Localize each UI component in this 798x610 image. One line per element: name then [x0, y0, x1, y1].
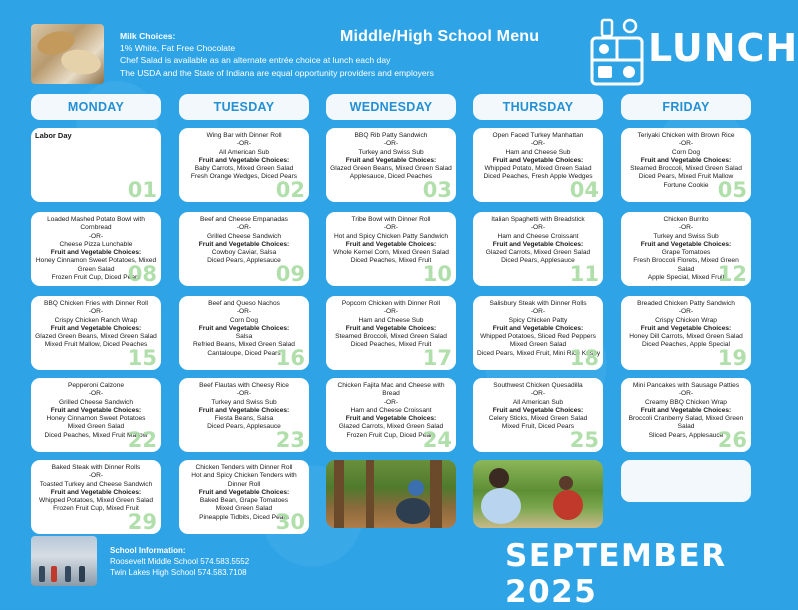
menu-item-line: Fresh Broccoli Florets, Mixed Green	[633, 257, 739, 265]
menu-item-line: Ham and Cheese Croissant	[497, 232, 579, 240]
fruit-veg-heading: Fruit and Vegetable Choices:	[198, 156, 290, 164]
menu-item-line: Turkey and Swiss Sub	[653, 232, 719, 240]
day-number: 16	[275, 346, 305, 370]
fruit-veg-heading: Fruit and Vegetable Choices:	[198, 488, 290, 496]
menu-day-cell	[326, 378, 456, 452]
or-separator: -OR-	[678, 224, 694, 232]
menu-item-line: Hot and Spicy Chicken Tenders with	[191, 472, 297, 480]
menu-item-line: Tribe Bowl with Dinner Roll	[351, 216, 431, 223]
menu-item-line: Corn Dog	[671, 148, 701, 156]
or-separator: -OR-	[383, 140, 399, 148]
menu-item-line: Whipped Potatoes, Sliced Red Peppers	[480, 333, 596, 341]
or-separator: -OR-	[88, 232, 104, 240]
menu-item-line: Ham and Cheese Sub	[505, 148, 571, 156]
day-number: 09	[275, 262, 305, 286]
menu-item-line: Beef and Cheese Empanadas	[200, 216, 288, 223]
menu-item-line: Broccoli Cranberry Salad, Mixed Green	[628, 415, 744, 423]
menu-item-line: Glazed Carrots, Mixed Green Salad	[485, 249, 591, 257]
or-separator: -OR-	[530, 140, 546, 148]
menu-item-line: Southwest Chicken Quesadilla	[493, 382, 583, 389]
menu-item-line: Teriyaki Chicken with Brown Rice	[637, 132, 735, 139]
menu-item-line: Frozen Fruit Cup, Diced Pears	[346, 431, 436, 439]
menu-item-line: Mixed Green Salad	[67, 423, 125, 431]
menu-item-line: Turkey and Swiss Sub	[211, 398, 277, 406]
menu-item-line: Fresh Orange Wedges, Diced Pears	[190, 173, 298, 181]
fruit-veg-heading: Fruit and Vegetable Choices:	[640, 240, 732, 248]
menu-day-cell	[326, 212, 456, 286]
fruit-veg-heading: Fruit and Vegetable Choices:	[198, 324, 290, 332]
month-title: SEPTEMBER 2025	[505, 538, 727, 610]
menu-item-line: Mixed Green Salad	[509, 341, 567, 349]
menu-item-line: Diced Peaches, Apple Special	[642, 341, 730, 349]
menu-item-line: Diced Pears, Applesauce	[207, 423, 281, 431]
or-separator: -OR-	[678, 308, 694, 316]
fruit-veg-heading: Fruit and Vegetable Choices:	[50, 249, 142, 257]
day-number: 18	[569, 346, 599, 370]
chef-note: Chef Salad is available as an alternate entrée choice at lunch each day	[120, 55, 391, 66]
menu-item-line: Grilled Cheese Sandwich	[206, 232, 282, 240]
day-number: 05	[717, 178, 747, 202]
day-number: 19	[717, 346, 747, 370]
day-number: 08	[127, 262, 157, 286]
menu-item-line: Beef Flautas with Cheesy Rice	[199, 382, 289, 389]
menu-item-line: BBQ Chicken Fries with Dinner Roll	[43, 300, 149, 307]
menu-item-line: Mini Pancakes with Sausage Patties	[632, 382, 740, 389]
day-number: 22	[127, 428, 157, 452]
lunch-logo-text: LUNCH	[648, 26, 798, 70]
fruit-veg-heading: Fruit and Vegetable Choices:	[50, 488, 142, 496]
menu-item-line: Cowboy Caviar, Salsa	[211, 249, 277, 257]
school-phone-2: Twin Lakes High School 574.583.7108	[110, 568, 247, 577]
menu-item-line: Salisbury Steak with Dinner Rolls	[489, 300, 587, 307]
menu-item-line: Diced Peaches, Mixed Fruit	[350, 257, 432, 265]
menu-item-line: Honey Dill Carrots, Mixed Green Salad	[629, 333, 743, 341]
menu-day-cell	[31, 128, 161, 202]
school-phone-1: Roosevelt Middle School 574.583.5552	[110, 557, 250, 566]
menu-item-line: Open Faced Turkey Manhattan	[492, 132, 584, 139]
or-separator: -OR-	[88, 390, 104, 398]
menu-item-line: Mixed Green Salad	[215, 505, 273, 513]
day-number: 01	[127, 178, 157, 202]
menu-item-line: Toasted Turkey and Cheese Sandwich	[39, 480, 153, 488]
menu-item-line: Ham and Cheese Sub	[358, 316, 424, 324]
menu-day-cell	[179, 460, 309, 534]
or-separator: -OR-	[383, 224, 399, 232]
menu-item-line: All American Sub	[512, 398, 564, 406]
menu-item-line: Wing Bar with Dinner Roll	[206, 132, 282, 139]
menu-day-cell	[31, 378, 161, 452]
menu-item-line: Diced Pears, Applesauce	[207, 257, 281, 265]
menu-day-cell	[621, 212, 751, 286]
fruit-veg-heading: Fruit and Vegetable Choices:	[492, 156, 584, 164]
menu-item-line: Ham and Cheese Croissant	[350, 406, 432, 414]
menu-item-line: Grape Tomatoes	[661, 249, 711, 257]
menu-item-line: Steamed Broccoli, Mixed Green Salad	[630, 165, 742, 173]
menu-item-line: BBQ Rib Patty Sandwich	[354, 132, 428, 139]
or-separator: -OR-	[678, 140, 694, 148]
menu-item-line: Whipped Potatoes, Mixed Green Salad	[39, 497, 153, 505]
holiday-label: Labor Day	[35, 131, 72, 140]
menu-day-cell	[473, 212, 603, 286]
fruit-veg-heading: Fruit and Vegetable Choices:	[492, 406, 584, 414]
day-number: 30	[275, 510, 305, 534]
menu-item-line: Breaded Chicken Patty Sandwich	[637, 300, 735, 307]
menu-item-line: Salad	[677, 265, 695, 273]
menu-item-line: Cheese Pizza Lunchable	[59, 240, 133, 248]
day-header-monday: MONDAY	[31, 94, 161, 120]
menu-item-line: Cantaloupe, Diced Pears	[207, 349, 281, 357]
menu-item-line: Diced Pears, Mixed Fruit, Mini Rice Krispy	[477, 349, 601, 357]
menu-item-line: Refried Beans, Mixed Green Salad	[193, 341, 295, 349]
day-number: 11	[569, 262, 599, 286]
menu-item-line: Grilled Cheese Sandwich	[58, 398, 134, 406]
menu-item-line: Chicken Burrito	[663, 216, 709, 223]
day-number: 26	[717, 428, 747, 452]
menu-item-line: Mixed Fruit, Diced Pears	[501, 423, 575, 431]
fruit-veg-heading: Fruit and Vegetable Choices:	[198, 406, 290, 414]
milk-label: Milk Choices:	[120, 31, 176, 41]
fruit-veg-heading: Fruit and Vegetable Choices:	[492, 324, 584, 332]
menu-item-line: Honey Cinnamon Sweet Potatoes	[46, 415, 146, 423]
menu-item-line: Bread	[382, 390, 400, 398]
fruit-veg-heading: Fruit and Vegetable Choices:	[198, 240, 290, 248]
menu-item-line: Diced Pears, Mixed Fruit Mallow	[638, 173, 734, 181]
fruit-veg-heading: Fruit and Vegetable Choices:	[345, 415, 437, 423]
day-number: 15	[127, 346, 157, 370]
menu-day-cell	[473, 296, 603, 370]
menu-item-line: Diced Peaches, Fresh Apple Wedges	[483, 173, 593, 181]
day-number: 04	[569, 178, 599, 202]
menu-item-line: Chicken Fajita Mac and Cheese with	[337, 382, 445, 389]
menu-item-line: Diced Peaches, Mixed Fruit	[350, 341, 432, 349]
empty-day-cell	[621, 460, 751, 502]
menu-day-cell	[179, 128, 309, 202]
menu-item-line: Crispy Chicken Wrap	[655, 316, 717, 324]
menu-item-line: Frozen Fruit Cup, Mixed Fruit	[53, 505, 139, 513]
menu-item-line: Creamy BBQ Chicken Wrap	[645, 398, 727, 406]
day-number: 23	[275, 428, 305, 452]
menu-item-line: Baby Carrots, Mixed Green Salad	[194, 165, 294, 173]
menu-item-line: Fiesta Beans, Salsa	[214, 415, 274, 423]
fruit-veg-heading: Fruit and Vegetable Choices:	[345, 324, 437, 332]
fruit-veg-heading: Fruit and Vegetable Choices:	[50, 324, 142, 332]
menu-item-line: Spicy Chicken Patty	[508, 316, 568, 324]
school-photo	[31, 536, 97, 586]
usda-note: The USDA and the State of Indiana are equal opportunity providers and employers	[120, 67, 434, 78]
day-header-thursday: THURSDAY	[473, 94, 603, 120]
or-separator: -OR-	[530, 224, 546, 232]
menu-item-line: Baked Bean, Grape Tomatoes	[199, 497, 289, 505]
menu-item-line: Hot and Spicy Chicken Patty Sandwich	[334, 232, 448, 240]
menu-item-line: Glazed Green Beans, Mixed Green Salad	[330, 165, 452, 173]
milk-value: 1% White, Fat Free Chocolate	[120, 43, 236, 54]
menu-item-line: Baked Steak with Dinner Rolls	[51, 464, 141, 471]
menu-item-line: Whole Kernel Corn, Mixed Green Salad	[333, 249, 449, 257]
menu-item-line: All American Sub	[218, 148, 270, 156]
day-number: 10	[422, 262, 452, 286]
day-number: 02	[275, 178, 305, 202]
fruit-veg-heading: Fruit and Vegetable Choices:	[640, 156, 732, 164]
menu-day-cell	[179, 296, 309, 370]
day-header-tuesday: TUESDAY	[179, 94, 309, 120]
menu-item-line: Italian Spaghetti with Breadstick	[491, 216, 585, 223]
or-separator: -OR-	[383, 398, 399, 406]
day-number: 29	[127, 510, 157, 534]
menu-item-line: Turkey and Swiss Sub	[358, 148, 424, 156]
menu-day-cell	[621, 296, 751, 370]
menu-item-line: Corn Dog	[229, 316, 259, 324]
menu-item-line: Cornbread	[80, 224, 112, 232]
fruit-veg-heading: Fruit and Vegetable Choices:	[345, 156, 437, 164]
fruit-veg-heading: Fruit and Vegetable Choices:	[492, 240, 584, 248]
or-separator: -OR-	[383, 308, 399, 316]
menu-item-line: Pepperoni Calzone	[67, 382, 125, 389]
menu-day-cell	[621, 378, 751, 452]
day-header-friday: FRIDAY	[621, 94, 751, 120]
menu-item-line: Green Salad	[77, 265, 115, 273]
menu-item-line: Steamed Broccoli, Mixed Green Salad	[335, 333, 447, 341]
or-separator: -OR-	[236, 308, 252, 316]
lunch-logo	[588, 16, 798, 92]
school-info-label: School Information:	[110, 546, 186, 555]
menu-item-line: Chicken Tenders with Dinner Roll	[195, 464, 293, 471]
or-separator: -OR-	[236, 390, 252, 398]
menu-day-cell	[179, 378, 309, 452]
or-separator: -OR-	[530, 308, 546, 316]
fruit-veg-heading: Fruit and Vegetable Choices:	[640, 324, 732, 332]
page-title: Middle/High School Menu	[340, 28, 540, 45]
menu-item-line: Glazed Green Beans, Mixed Green Salad	[35, 333, 157, 341]
menu-day-cell	[179, 212, 309, 286]
menu-day-cell	[473, 378, 603, 452]
menu-day-cell	[473, 128, 603, 202]
menu-day-cell	[326, 128, 456, 202]
menu-item-line: Whipped Potato, Mixed Green Salad	[484, 165, 592, 173]
or-separator: -OR-	[236, 224, 252, 232]
menu-item-line: Salad	[677, 423, 695, 431]
menu-item-line: Mixed Fruit Mallow, Diced Peaches	[44, 341, 148, 349]
fruit-veg-heading: Fruit and Vegetable Choices:	[640, 406, 732, 414]
menu-item-line: Dinner Roll	[227, 480, 261, 488]
menu-item-line: Salsa	[235, 333, 253, 341]
menu-item-line: Diced Pears, Applesauce	[501, 257, 575, 265]
fruit-veg-heading: Fruit and Vegetable Choices:	[345, 240, 437, 248]
day-number: 12	[717, 262, 747, 286]
menu-day-cell	[31, 460, 161, 534]
or-separator: -OR-	[88, 308, 104, 316]
menu-day-cell	[31, 296, 161, 370]
menu-item-line: Sliced Pears, Applesauce	[648, 431, 724, 439]
menu-item-line: Celery Sticks, Mixed Green Salad	[488, 415, 588, 423]
menu-day-cell	[621, 128, 751, 202]
menu-item-line: Fortune Cookie	[663, 181, 709, 189]
fruit-veg-heading: Fruit and Vegetable Choices:	[50, 406, 142, 414]
menu-item-line: Diced Peaches, Mixed Fruit Mallow	[44, 431, 148, 439]
or-separator: -OR-	[678, 390, 694, 398]
menu-item-line: Popcorn Chicken with Dinner Roll	[341, 300, 441, 307]
day-number: 03	[422, 178, 452, 202]
bread-photo	[31, 24, 104, 84]
or-separator: -OR-	[236, 140, 252, 148]
day-number: 17	[422, 346, 452, 370]
day-header-wednesday: WEDNESDAY	[326, 94, 456, 120]
menu-item-line: Beef and Queso Nachos	[208, 300, 280, 307]
menu-item-line: Applesauce, Diced Peaches	[349, 173, 433, 181]
lunch-tray-icon	[588, 16, 646, 88]
menu-item-line: Honey Cinnamon Sweet Potatoes, Mixed	[35, 257, 157, 265]
menu-item-line: Loaded Mashed Potato Bowl with	[47, 216, 145, 223]
kid-biking-photo	[326, 460, 456, 528]
menu-item-line: Glazed Carrots, Mixed Green Salad	[338, 423, 444, 431]
day-number: 25	[569, 428, 599, 452]
or-separator: -OR-	[88, 472, 104, 480]
family-biking-photo	[473, 460, 603, 528]
menu-item-line: Crispy Chicken Ranch Wrap	[54, 316, 138, 324]
menu-item-line: Apple Special, Mixed Fruit	[647, 274, 725, 282]
school-information	[110, 545, 249, 578]
menu-day-cell	[326, 296, 456, 370]
menu-day-cell	[31, 212, 161, 286]
menu-item-line: Pineapple Tidbits, Diced Pears	[199, 513, 289, 521]
day-number: 24	[422, 428, 452, 452]
or-separator: -OR-	[530, 390, 546, 398]
menu-item-line: Frozen Fruit Cup, Diced Pears	[51, 274, 141, 282]
